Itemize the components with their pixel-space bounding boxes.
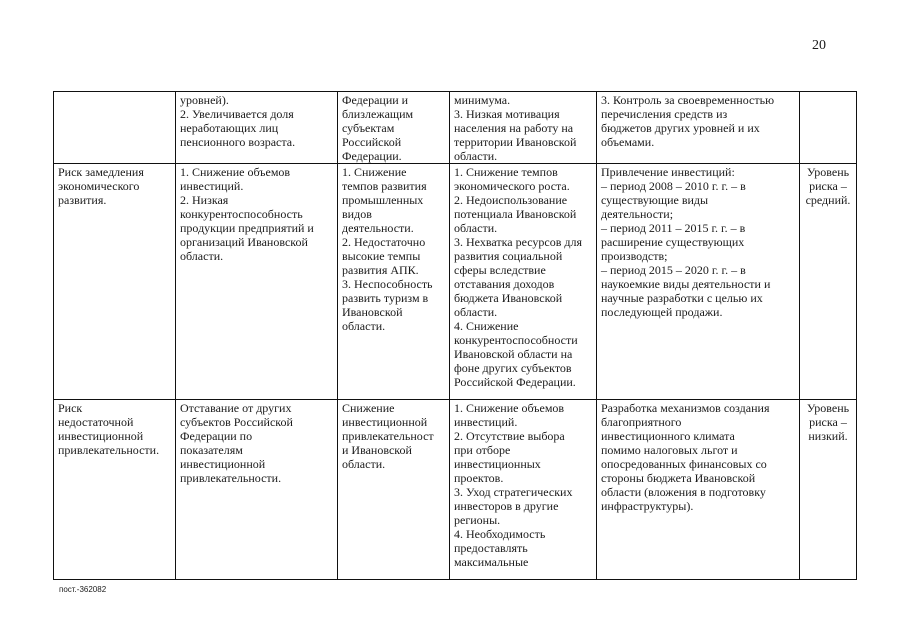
cell-text-line: конкурентоспособности	[454, 333, 578, 347]
cell-text-line: развития АПК.	[342, 263, 419, 277]
risk-consequence-cell	[450, 164, 597, 400]
cell-text-line: привлекательност	[342, 429, 434, 443]
risk-table-body	[54, 92, 857, 580]
cell-text-line: инвестиционной	[58, 429, 144, 443]
cell-text-line: минимума.	[454, 93, 511, 107]
page-number: 20	[812, 38, 826, 53]
cell-text-line: 1. Снижение	[342, 165, 407, 179]
cell-text-line: производств;	[601, 249, 668, 263]
cell-text-line: 3. Контроль за своевременностью	[601, 93, 775, 107]
cell-text-line: при отборе	[454, 443, 511, 457]
cell-text-line: потенциала Ивановской	[454, 207, 577, 221]
cell-text-line: продукции предприятий и	[180, 221, 314, 235]
table-row	[54, 164, 857, 400]
cell-text-line: области.	[180, 249, 224, 263]
cell-text-line: 2. Недостаточно	[342, 235, 426, 249]
footer-code: пост.-362082	[59, 585, 107, 594]
cell-text-line: отставания доходов	[454, 277, 555, 291]
cell-text-line: 3. Уход стратегических	[454, 485, 573, 499]
cell-text-line: 3. Нехватка ресурсов для	[454, 235, 582, 249]
cell-text-line: области.	[454, 221, 498, 235]
cell-text-line: показателям	[180, 443, 243, 457]
cell-text-line: инвестиционной	[180, 457, 266, 471]
cell-text-line: инвестиционных	[454, 457, 541, 471]
cell-text-line: деятельности.	[342, 221, 414, 235]
risk-cause-cell	[176, 400, 338, 580]
cell-text-line: 4. Необходимость	[454, 527, 546, 541]
cell-text-line: стороны бюджета Ивановской	[601, 471, 756, 485]
risk-factor-cell	[338, 92, 450, 164]
cell-text-line: расширение существующих	[601, 235, 745, 249]
cell-text-line: Уровень	[806, 165, 850, 179]
cell-text-line: Российской	[342, 135, 402, 149]
table-row	[54, 92, 857, 164]
cell-text-line: 3. Низкая мотивация	[454, 107, 560, 121]
cell-text-line: – период 2011 – 2015 г. г. – в	[601, 221, 746, 235]
cell-text-line: благоприятного	[601, 415, 682, 429]
cell-text-line: максимальные	[454, 555, 529, 569]
risk-name-cell	[54, 164, 176, 400]
cell-text-line: Отставание от других	[180, 401, 292, 415]
cell-text-line: области.	[342, 457, 386, 471]
cell-text-line: научные разработки с целью их	[601, 291, 763, 305]
cell-text-line: Федерации.	[342, 149, 402, 163]
risk-cause-cell	[176, 92, 338, 164]
cell-text-line: последующей продажи.	[601, 305, 723, 319]
cell-text-line: Разработка механизмов создания	[601, 401, 770, 415]
cell-text-line: объемами.	[601, 135, 655, 149]
risk-level-cell	[800, 92, 857, 164]
cell-text-line: Привлечение инвестиций:	[601, 165, 735, 179]
cell-text-line: неработающих лиц	[180, 121, 279, 135]
cell-text-line: 1. Снижение объемов	[454, 401, 565, 415]
cell-text-line: и Ивановской	[342, 443, 412, 457]
cell-text-line: – период 2008 – 2010 г. г. – в	[601, 179, 746, 193]
risk-consequence-cell	[450, 92, 597, 164]
cell-text-line: организаций Ивановской	[180, 235, 308, 249]
cell-text-line: экономического роста.	[454, 179, 570, 193]
cell-text-line: 1. Снижение темпов	[454, 165, 558, 179]
cell-text-line: привлекательности.	[58, 443, 160, 457]
cell-text-line: низкий.	[808, 429, 848, 443]
cell-text-line: субъектам	[342, 121, 395, 135]
cell-text-line: темпов развития	[342, 179, 427, 193]
cell-text-line: деятельности;	[601, 207, 674, 221]
cell-text-line: бюджета Ивановской	[454, 291, 563, 305]
risk-consequence-cell	[450, 400, 597, 580]
cell-text-line: промышленных	[342, 193, 424, 207]
cell-text-line: 4. Снижение	[454, 319, 519, 333]
risk-cause-cell	[176, 164, 338, 400]
cell-text-line: инвестиционной	[342, 415, 428, 429]
cell-text-line: 2. Увеличивается доля	[180, 107, 294, 121]
cell-text-line: предоставлять	[454, 541, 528, 555]
cell-text-line: инфраструктуры).	[601, 499, 694, 513]
risk-measure-cell	[597, 400, 800, 580]
cell-text-line: инвестиций.	[454, 415, 518, 429]
cell-text-line: проектов.	[454, 471, 504, 485]
cell-text-line: Ивановской области на	[454, 347, 573, 361]
cell-text-line: опосредованных финансовых со	[601, 457, 767, 471]
table-row	[54, 400, 857, 580]
cell-text-line: высокие темпы	[342, 249, 421, 263]
cell-text-line: развить туризм в	[342, 291, 429, 305]
cell-text-line: уровней).	[180, 93, 229, 107]
cell-text-line: развития.	[58, 193, 107, 207]
cell-text-line: бюджетов других уровней и их	[601, 121, 760, 135]
cell-text-line: развития социальной	[454, 249, 563, 263]
cell-text-line: риска –	[809, 415, 847, 429]
risk-name-cell	[54, 92, 176, 164]
cell-text-line: территории Ивановской	[454, 135, 577, 149]
risk-factor-cell	[338, 400, 450, 580]
cell-text-line: конкурентоспособность	[180, 207, 303, 221]
cell-text-line: 2. Недоиспользование	[454, 193, 568, 207]
cell-text-line: 2. Отсутствие выбора	[454, 429, 565, 443]
cell-text-line: экономического	[58, 179, 140, 193]
cell-text-line: близлежащим	[342, 107, 414, 121]
cell-text-line: пенсионного возраста.	[180, 135, 296, 149]
cell-text-line: Российской Федерации.	[454, 375, 576, 389]
cell-text-line: Риск	[58, 401, 83, 415]
cell-text-line: регионы.	[454, 513, 501, 527]
cell-text-line: наукоемкие виды деятельности и	[601, 277, 771, 291]
cell-text-line: видов	[342, 207, 372, 221]
risk-factor-cell	[338, 164, 450, 400]
cell-text-line: Снижение	[342, 401, 395, 415]
cell-text-line: 1. Снижение объемов	[180, 165, 291, 179]
risk-level-cell	[800, 400, 857, 580]
cell-text-line: области.	[454, 305, 498, 319]
cell-text-line: Федерации по	[180, 429, 253, 443]
risk-name-cell	[54, 400, 176, 580]
cell-text-line: – период 2015 – 2020 г. г. – в	[601, 263, 746, 277]
cell-text-line: области.	[342, 319, 386, 333]
cell-text-line: 3. Неспособность	[342, 277, 433, 291]
cell-text-line: субъектов Российской	[180, 415, 293, 429]
cell-text-line: населения на работу на	[454, 121, 574, 135]
cell-text-line: фоне других субъектов	[454, 361, 572, 375]
cell-text-line: инвестиций.	[180, 179, 244, 193]
cell-text-line: помимо налоговых льгот и	[601, 443, 738, 457]
cell-text-line: Ивановской	[342, 305, 403, 319]
cell-text-line: Уровень	[806, 401, 850, 415]
cell-text-line: области (вложения в подготовку	[601, 485, 766, 499]
cell-text-line: существующие виды	[601, 193, 709, 207]
cell-text-line: привлекательности.	[180, 471, 282, 485]
cell-text-line: риска –	[809, 179, 847, 193]
cell-text-line: области.	[454, 149, 498, 163]
cell-text-line: Риск замедления	[58, 165, 144, 179]
cell-text-line: средний.	[805, 193, 851, 207]
risk-measure-cell	[597, 164, 800, 400]
risk-measure-cell	[597, 92, 800, 164]
cell-text-line: 2. Низкая	[180, 193, 229, 207]
cell-text-line: инвестиционного климата	[601, 429, 735, 443]
cell-text-line: перечисления средств из	[601, 107, 728, 121]
cell-text-line: сферы вследствие	[454, 263, 546, 277]
risk-table	[53, 91, 857, 580]
cell-text-line: недостаточной	[58, 415, 134, 429]
cell-text-line: Федерации и	[342, 93, 409, 107]
cell-text-line: инвесторов в другие	[454, 499, 559, 513]
risk-level-cell	[800, 164, 857, 400]
